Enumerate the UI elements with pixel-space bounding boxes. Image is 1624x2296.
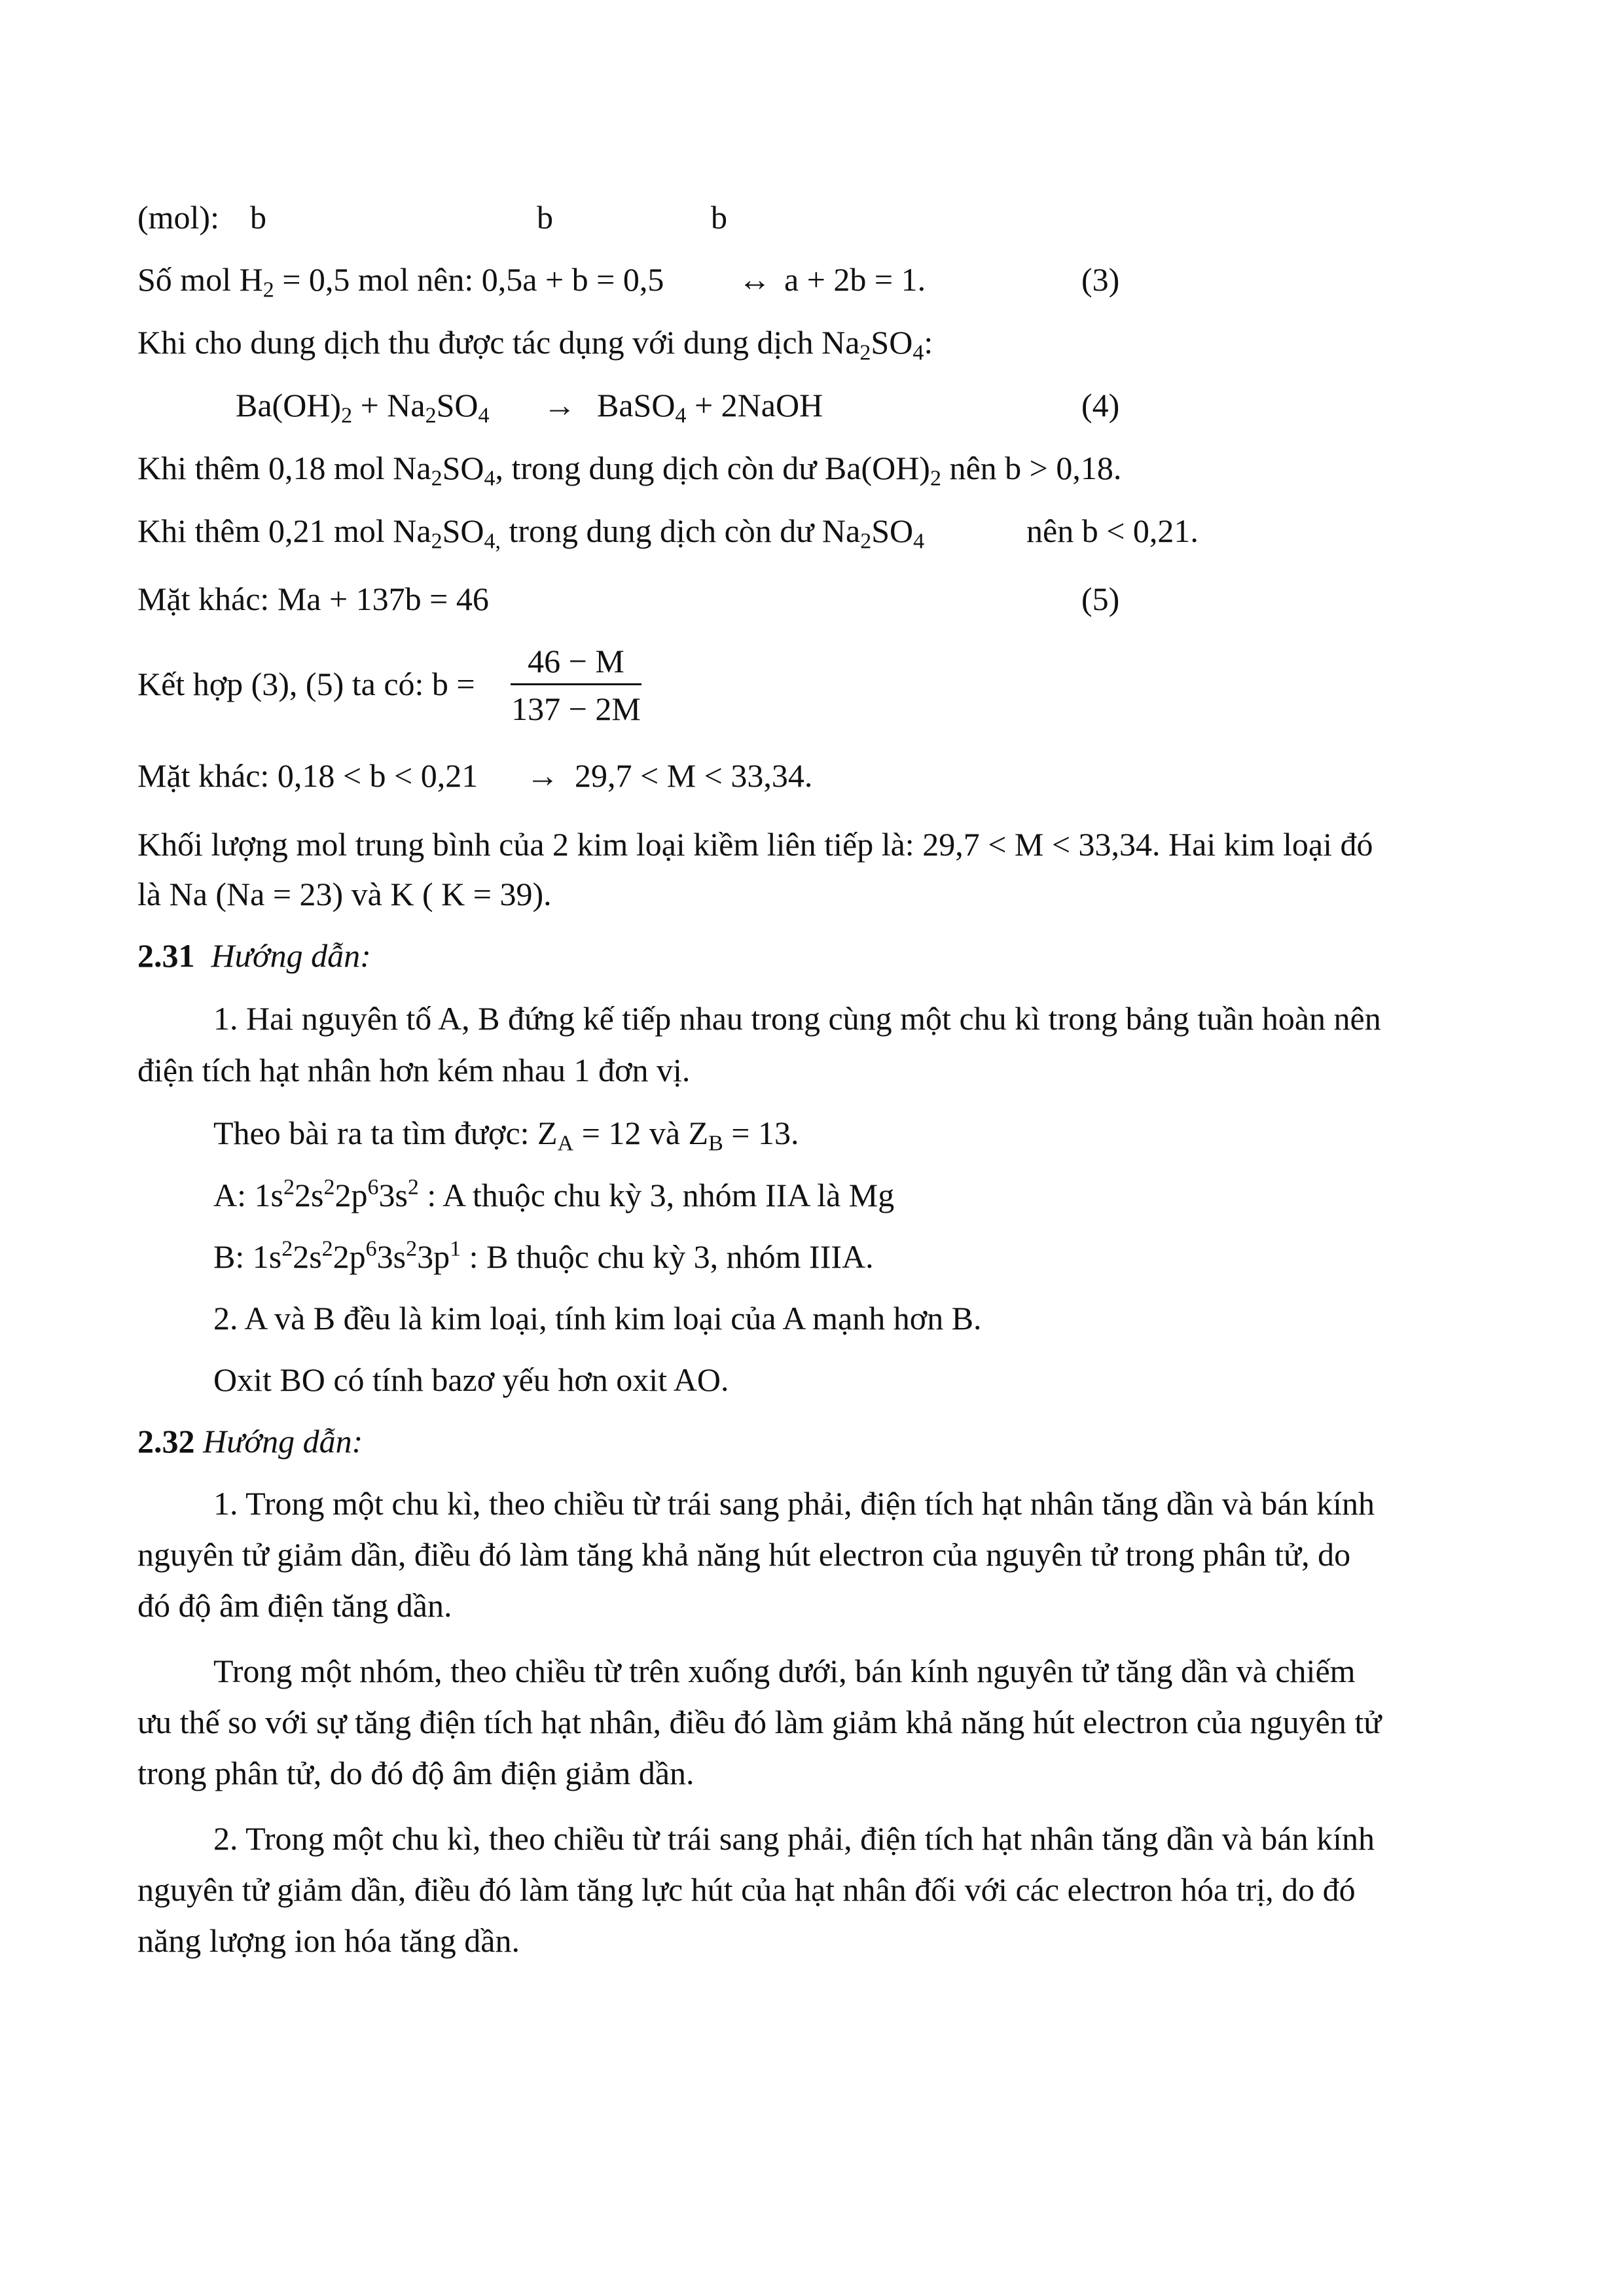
fraction-denominator: 137 − 2M — [511, 691, 641, 727]
section-heading-2-31: 2.31 Hướng dẫn: — [137, 937, 371, 974]
equation-3-line: Số mol $H_2 = 0,5$ mol nên: 0,5a + b = 0,5 — [137, 261, 664, 302]
equation-3-result: a + 2b = 1. — [784, 261, 926, 298]
text-line: Trong một nhóm, theo chiều từ trên xuống dưới, bán kính nguyên tử tăng dần và chiếm — [213, 1653, 1356, 1689]
mol-b-1: b — [250, 199, 266, 236]
fraction-b — [511, 641, 641, 728]
text-line: 1. Trong một chu kì, theo chiều từ trái sang phải, điện tích hạt nhân tăng dần và bán kính — [213, 1485, 1375, 1522]
implies-arrow: → — [526, 757, 559, 794]
reaction-4-products: BaSO$_4$ + 2NaOH — [597, 387, 823, 428]
text-line-end: nên b < 0,21. — [1026, 512, 1199, 549]
text-line: Khi thêm 0,18 mol $Na_2SO_4$, trong dung dịch còn dư $Ba(OH)_2$ nên b > 0,18. — [137, 450, 1122, 491]
equation-5-line: Mặt khác: Ma + 137b = 46 — [137, 581, 489, 617]
text-line: 1. Hai nguyên tố A, B đứng kế tiếp nhau trong cùng một chu kì trong bảng tuần hoàn nên — [213, 1000, 1381, 1037]
electron-config-a: A: $1s^22s^22p^63s^2$ : A thuộc chu kỳ 3, nhóm IIA là Mg — [213, 1175, 895, 1213]
combine-label: Kết hợp (3), (5) ta có: b = — [137, 666, 475, 702]
equation-number-3: (3) — [1081, 261, 1120, 298]
fraction-bar — [511, 683, 641, 685]
text-line: đó độ âm điện tăng dần. — [137, 1587, 452, 1624]
text-line: nguyên tử giảm dần, điều đó làm tăng lực hút của hạt nhân đối với các electron hóa trị, do đó — [137, 1871, 1356, 1908]
text-line: nguyên tử giảm dần, điều đó làm tăng khả năng hút electron của nguyên tử trong phân tử, do — [137, 1536, 1351, 1573]
fraction-numerator: 46 − M — [528, 643, 624, 679]
text-line: Khi cho dung dịch thu được tác dụng với dung dịch $Na_2SO_4$: — [137, 324, 933, 365]
reaction-arrow: → — [543, 387, 576, 423]
electron-config-b: B: $1s^22s^22p^63s^23p^1$ : B thuộc chu kỳ 3, nhóm IIIA. — [213, 1236, 874, 1275]
text-line: năng lượng ion hóa tăng dần. — [137, 1922, 520, 1959]
text-line: 2. A và B đều là kim loại, tính kim loại của A mạnh hơn B. — [213, 1300, 982, 1336]
mol-label: (mol): — [137, 199, 219, 236]
text-line: Khối lượng mol trung bình của 2 kim loại kiềm liên tiếp là: 29,7 < M < 33,34. Hai kim loại đó — [137, 826, 1373, 863]
reaction-4: $Ba(OH)_2 + Na_2SO_4$ — [236, 387, 490, 428]
equation-number-4: (4) — [1081, 387, 1120, 423]
equation-number-5: (5) — [1081, 581, 1120, 617]
text-line-end: 29,7 < M < 33,34. — [575, 757, 813, 794]
text-line: 2. Trong một chu kì, theo chiều từ trái sang phải, điện tích hạt nhân tăng dần và bán kính — [213, 1820, 1375, 1857]
text-line: trong phân tử, do đó độ âm điện giảm dần. — [137, 1755, 695, 1791]
text-line: Mặt khác: 0,18 < b < 0,21 — [137, 757, 478, 794]
equivalence-arrow: ↔ — [738, 261, 771, 298]
section-heading-2-32: 2.32 Hướng dẫn: — [137, 1423, 363, 1460]
text-line: Theo bài ra ta tìm được: $Z_A = 12$ và $Z_B = 13$. — [213, 1115, 799, 1156]
mol-row — [137, 201, 219, 234]
text-line: điện tích hạt nhân hơn kém nhau 1 đơn vị. — [137, 1052, 691, 1088]
text-line: là Na (Na = 23) và K ( K = 39). — [137, 876, 552, 912]
text-line: Oxit BO có tính bazơ yếu hơn oxit AO. — [213, 1361, 729, 1398]
text-line: ưu thế so với sự tăng điện tích hạt nhân, điều đó làm giảm khả năng hút electron của nguyên tử — [137, 1704, 1382, 1740]
mol-b-2: b — [537, 199, 553, 236]
mol-b-3: b — [711, 199, 727, 236]
text-line: Khi thêm 0,21 mol $Na_2SO_{4,}$ trong dung dịch còn dư $Na_2SO_4$ — [137, 512, 925, 554]
